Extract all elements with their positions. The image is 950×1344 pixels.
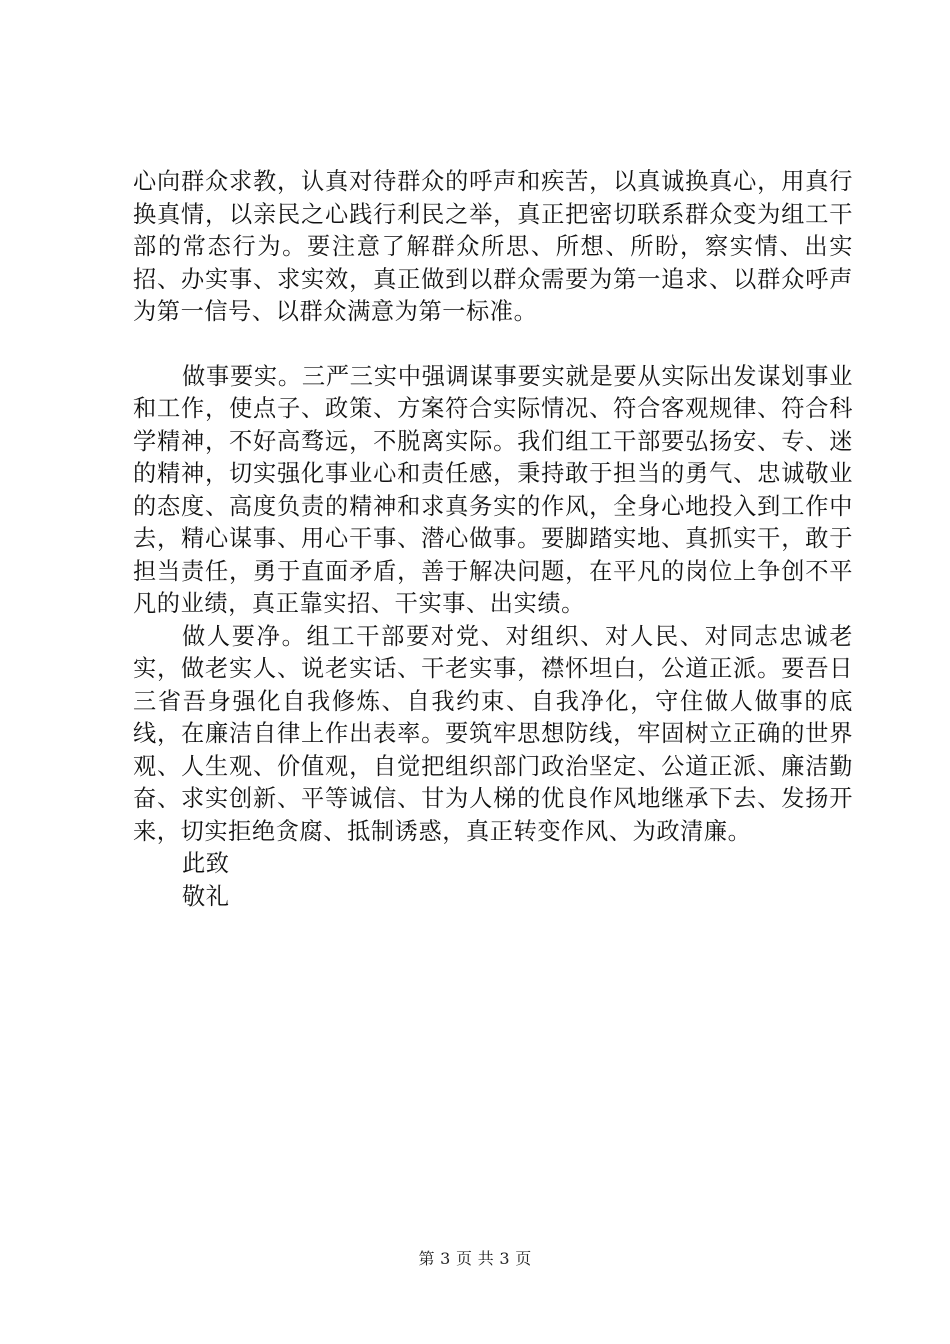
page-number-label: 第 3 页 共 3 页 xyxy=(418,1249,532,1268)
closing-salutation: 此致 xyxy=(182,850,230,877)
document-body xyxy=(133,166,853,913)
page-footer xyxy=(0,1246,950,1269)
closing-regards: 敬礼 xyxy=(182,882,230,910)
paragraph-be-clean: 做人要净。组工干部要对党、对组织、对人民、对同志忠诚老实，做老实人、说老实话、干老实事，襟怀坦白，公道正派。要吾日三省吾身强化自我修炼、自我约束、自我净化，守住做人做事的底线，在廉洁自律上作出表率。要筑牢思想防线，牢固树立正确的世界观、人生观、价值观，自觉把组织部门政治坚定、公道正派、廉洁勤奋、求实创新、平等诚信、甘为人梯的优良作风地继承下去、发扬开来，切实拒绝贪腐、抵制诱惑，真正转变作风、为政清廉。 xyxy=(133,622,853,845)
paragraph-continuation: 心向群众求教，认真对待群众的呼声和疾苦，以真诚换真心，用真行换真情，以亲民之心践行利民之举，真正把密切联系群众变为组工干部的常态行为。要注意了解群众所思、所想、所盼，察实情、出实招、办实事、求实效，真正做到以群众需要为第一追求、以群众呼声为第一信号、以群众满意为第一标准。 xyxy=(133,168,853,325)
paragraph-gap xyxy=(133,329,853,361)
paragraph-work-solidly: 做事要实。三严三实中强调谋事要实就是要从实际出发谋划事业和工作，使点子、政策、方案符合实际情况、符合客观规律、符合科学精神，不好高骛远，不脱离实际。我们组工干部要弘扬安、专、迷的精神，切实强化事业心和责任感，秉持敢于担当的勇气、忠诚敬业的态度、高度负责的精神和求真务实的作风，全身心地投入到工作中去，精心谋事、用心干事、潜心做事。要脚踏实地、真抓实干，敢于担当责任，勇于直面矛盾，善于解决问题，在平凡的岗位上争创不平凡的业绩，真正靠实招、干实事、出实绩。 xyxy=(133,362,853,617)
